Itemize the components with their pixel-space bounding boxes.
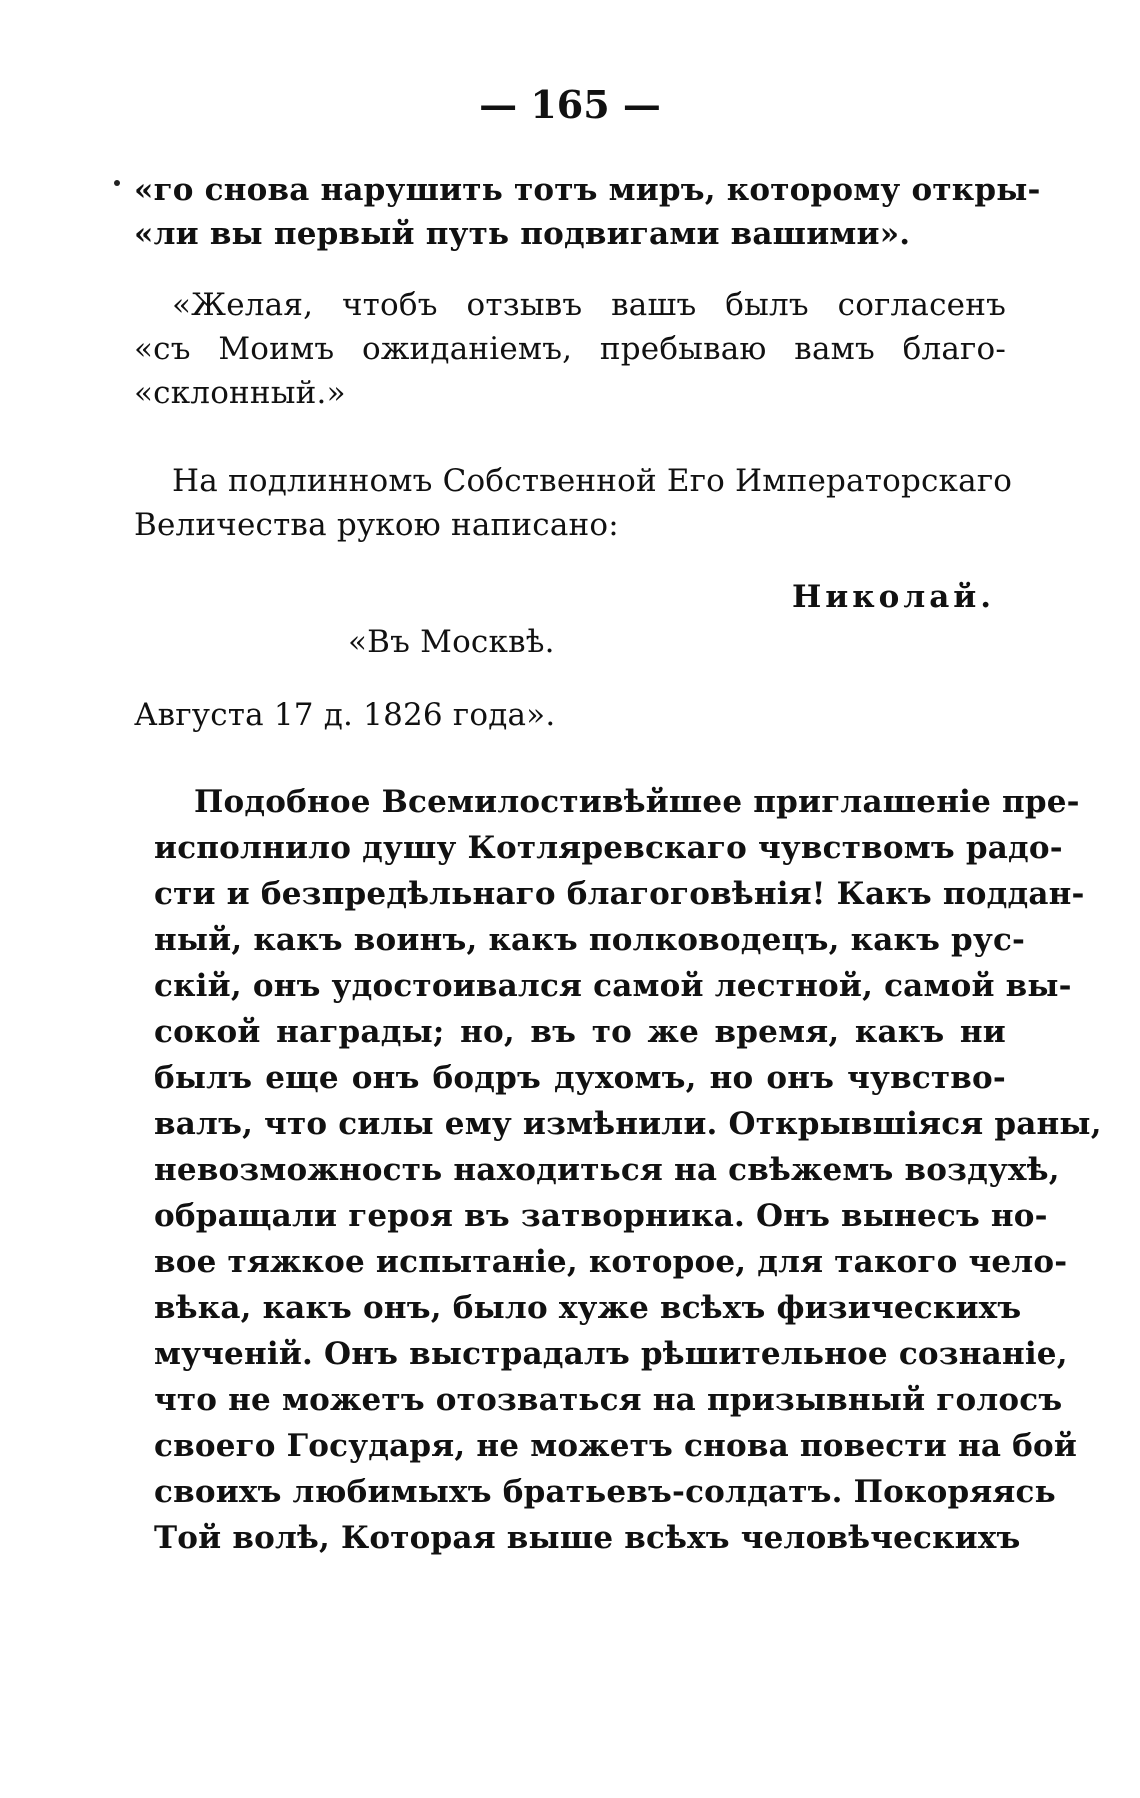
paragraph-line: Той волѣ, Которая выше всѣхъ человѣческихъ xyxy=(154,1520,1021,1556)
paragraph-line: мученій. Онъ выстрадалъ рѣшительное сознаніе, xyxy=(154,1336,1068,1372)
letter-line: «склонный.» xyxy=(134,375,346,411)
paragraph-line: Подобное Всемилостивѣйшее приглашеніе пре- xyxy=(194,784,1080,820)
paragraph-line: исполнило душу Котляревскаго чувствомъ радо- xyxy=(154,830,1063,866)
note-line: На подлинномъ Собственной Его Императорскаго xyxy=(172,463,1013,499)
paragraph-line: вѣка, какъ онъ, было хуже всѣхъ физическихъ xyxy=(154,1290,1022,1326)
signature: Николай. xyxy=(792,579,996,615)
text-line: «ли вы первый путь подвигами вашими». xyxy=(134,216,911,252)
page-number: — 165 — xyxy=(479,82,661,127)
paragraph-line: скій, онъ удостоивался самой лестной, самой вы- xyxy=(154,968,1072,1004)
note-line: Величества рукою написано: xyxy=(134,507,619,543)
paragraph-line: валъ, что силы ему измѣнили. Открывшіяся раны, xyxy=(154,1106,1102,1142)
letter-line: «съ Моимъ ожиданіемъ, пребываю вамъ благо- xyxy=(134,331,1006,367)
paragraph-line: вое тяжкое испытаніе, которое, для такого чело- xyxy=(154,1244,1068,1280)
paragraph-line: былъ еще онъ бодръ духомъ, но онъ чувство- xyxy=(154,1060,1006,1096)
paragraph-line: что не можетъ отозваться на призывный голосъ xyxy=(154,1382,1063,1418)
paragraph-line: обращали героя въ затворника. Онъ вынесъ но- xyxy=(154,1198,1048,1234)
paragraph-line: сокой награды; но, въ то же время, какъ ни xyxy=(154,1014,1006,1050)
margin-dot xyxy=(114,180,120,186)
paragraph-line: ный, какъ воинъ, какъ полководецъ, какъ рус- xyxy=(154,922,1026,958)
text-line: «го снова нарушить тотъ миръ, которому откры- xyxy=(134,172,1041,208)
paragraph-line: сти и безпредѣльнаго благоговѣнія! Какъ поддан- xyxy=(154,876,1085,912)
date-line: Августа 17 д. 1826 года». xyxy=(134,697,556,733)
paragraph-line: своего Государя, не можетъ снова повести на бой xyxy=(154,1428,1078,1464)
place-line: «Въ Москвѣ. xyxy=(348,624,555,660)
letter-line: «Желая, чтобъ отзывъ вашъ былъ согласенъ xyxy=(172,287,1006,323)
paragraph-line: невозможность находиться на свѣжемъ воздухѣ, xyxy=(154,1152,1060,1188)
paragraph-line: своихъ любимыхъ братьевъ-солдатъ. Покоряясь xyxy=(154,1474,1056,1510)
